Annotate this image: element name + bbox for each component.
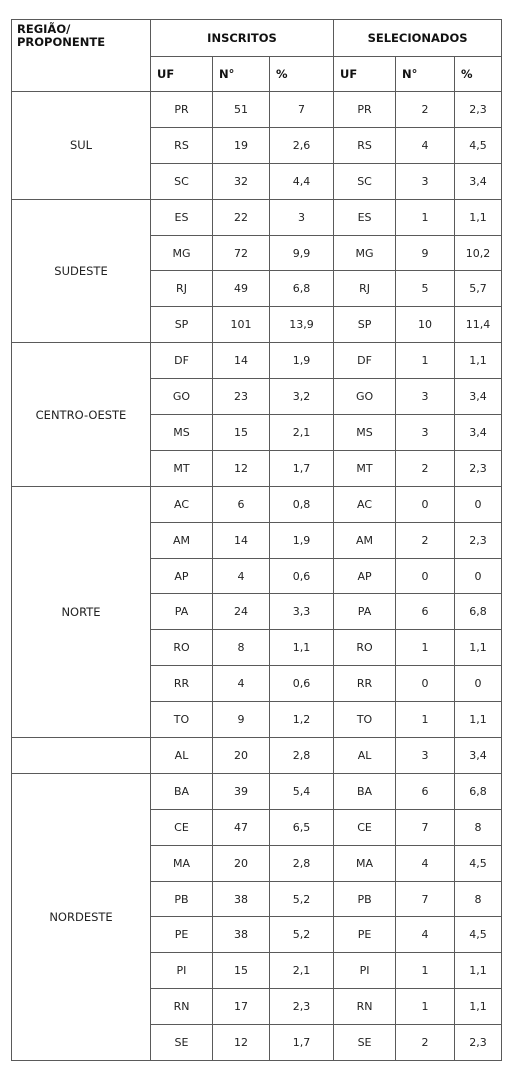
uf-cell: SC	[151, 163, 213, 199]
inscritos-pct-cell: 1,9	[270, 343, 334, 379]
uf-cell: TO	[151, 702, 213, 738]
uf-cell: ES	[151, 199, 213, 235]
table-row	[12, 773, 502, 809]
region-cell: SUDESTE	[12, 199, 151, 343]
selecionados-n-cell: 4	[396, 127, 455, 163]
n-header: N°	[213, 57, 270, 92]
inscritos-pct-cell: 1,7	[270, 1025, 334, 1061]
inscritos-n-cell: 39	[213, 773, 270, 809]
selecionados-pct-cell: 2,3	[455, 522, 502, 558]
selecionados-n-cell: 1	[396, 953, 455, 989]
selecionados-uf-cell: PI	[334, 953, 396, 989]
inscritos-pct-cell: 2,8	[270, 845, 334, 881]
inscritos-pct-cell: 3	[270, 199, 334, 235]
inscritos-n-cell: 101	[213, 307, 270, 343]
uf-cell: PE	[151, 917, 213, 953]
uf-cell: AP	[151, 558, 213, 594]
selecionados-pct-cell: 3,4	[455, 379, 502, 415]
region-header-line1: REGIÃO/	[17, 22, 71, 36]
selecionados-uf-cell: RO	[334, 630, 396, 666]
inscritos-n-cell: 14	[213, 522, 270, 558]
selecionados-n-cell: 6	[396, 594, 455, 630]
selecionados-uf-cell: AL	[334, 738, 396, 774]
inscritos-n-cell: 14	[213, 343, 270, 379]
selecionados-pct-cell: 4,5	[455, 845, 502, 881]
selecionados-pct-cell: 6,8	[455, 594, 502, 630]
selecionados-header: SELECIONADOS	[334, 20, 502, 57]
selecionados-n-cell: 9	[396, 235, 455, 271]
uf-cell: DF	[151, 343, 213, 379]
inscritos-pct-cell: 4,4	[270, 163, 334, 199]
selecionados-pct-cell: 2,3	[455, 450, 502, 486]
selecionados-n-cell: 4	[396, 845, 455, 881]
selecionados-n-cell: 2	[396, 1025, 455, 1061]
selecionados-pct-cell: 1,1	[455, 343, 502, 379]
inscritos-pct-cell: 2,1	[270, 953, 334, 989]
selecionados-n-cell: 1	[396, 630, 455, 666]
uf-cell: GO	[151, 379, 213, 415]
selecionados-pct-cell: 3,4	[455, 738, 502, 774]
selecionados-pct-cell: 0	[455, 486, 502, 522]
selecionados-uf-cell: AM	[334, 522, 396, 558]
selecionados-pct-cell: 0	[455, 666, 502, 702]
table-row	[12, 486, 502, 522]
selecionados-n-cell: 7	[396, 809, 455, 845]
selecionados-n-cell: 5	[396, 271, 455, 307]
selecionados-uf-cell: RN	[334, 989, 396, 1025]
selecionados-pct-cell: 6,8	[455, 773, 502, 809]
inscritos-pct-cell: 1,1	[270, 630, 334, 666]
inscritos-pct-cell: 2,3	[270, 989, 334, 1025]
selecionados-n-cell: 0	[396, 666, 455, 702]
uf-cell: AM	[151, 522, 213, 558]
selecionados-pct-cell: 0	[455, 558, 502, 594]
selecionados-uf-cell: DF	[334, 343, 396, 379]
selecionados-n-cell: 1	[396, 702, 455, 738]
inscritos-pct-cell: 1,7	[270, 450, 334, 486]
uf-cell: RO	[151, 630, 213, 666]
uf-cell: PA	[151, 594, 213, 630]
selecionados-pct-cell: 8	[455, 881, 502, 917]
selecionados-uf-cell: AC	[334, 486, 396, 522]
selecionados-n-cell: 1	[396, 343, 455, 379]
selecionados-n-cell: 0	[396, 486, 455, 522]
selecionados-pct-cell: 4,5	[455, 127, 502, 163]
selecionados-uf-cell: GO	[334, 379, 396, 415]
data-table	[11, 19, 502, 1061]
region-cell: NORTE	[12, 486, 151, 737]
selecionados-pct-cell: 3,4	[455, 415, 502, 451]
selecionados-uf-cell: CE	[334, 809, 396, 845]
inscritos-pct-cell: 0,8	[270, 486, 334, 522]
inscritos-pct-cell: 3,3	[270, 594, 334, 630]
selecionados-pct-cell: 3,4	[455, 163, 502, 199]
inscritos-n-cell: 19	[213, 127, 270, 163]
selecionados-uf-cell: MA	[334, 845, 396, 881]
selecionados-uf-cell: AP	[334, 558, 396, 594]
selecionados-uf-cell: PB	[334, 881, 396, 917]
uf-cell: RS	[151, 127, 213, 163]
inscritos-n-cell: 38	[213, 881, 270, 917]
uf-cell: PR	[151, 92, 213, 128]
inscritos-pct-cell: 6,5	[270, 809, 334, 845]
selecionados-pct-cell: 5,7	[455, 271, 502, 307]
selecionados-uf-cell: MS	[334, 415, 396, 451]
selecionados-pct-cell: 10,2	[455, 235, 502, 271]
uf-cell: RN	[151, 989, 213, 1025]
inscritos-n-cell: 23	[213, 379, 270, 415]
inscritos-n-cell: 38	[213, 917, 270, 953]
inscritos-n-cell: 24	[213, 594, 270, 630]
inscritos-n-cell: 51	[213, 92, 270, 128]
selecionados-uf-cell: SE	[334, 1025, 396, 1061]
inscritos-pct-cell: 2,6	[270, 127, 334, 163]
inscritos-n-cell: 6	[213, 486, 270, 522]
selecionados-uf-cell: ES	[334, 199, 396, 235]
sel-pct-header: %	[455, 57, 502, 92]
selecionados-uf-cell: PR	[334, 92, 396, 128]
selecionados-n-cell: 3	[396, 379, 455, 415]
table-body	[12, 92, 502, 1061]
region-header	[12, 20, 151, 92]
inscritos-n-cell: 4	[213, 666, 270, 702]
selecionados-n-cell: 3	[396, 738, 455, 774]
selecionados-pct-cell: 1,1	[455, 953, 502, 989]
selecionados-pct-cell: 1,1	[455, 989, 502, 1025]
inscritos-pct-cell: 1,2	[270, 702, 334, 738]
selecionados-pct-cell: 1,1	[455, 630, 502, 666]
uf-cell: MT	[151, 450, 213, 486]
sel-n-header: N°	[396, 57, 455, 92]
uf-header: UF	[151, 57, 213, 92]
selecionados-pct-cell: 11,4	[455, 307, 502, 343]
selecionados-n-cell: 4	[396, 917, 455, 953]
inscritos-n-cell: 32	[213, 163, 270, 199]
inscritos-n-cell: 9	[213, 702, 270, 738]
selecionados-n-cell: 2	[396, 92, 455, 128]
selecionados-uf-cell: SC	[334, 163, 396, 199]
region-cell	[12, 738, 151, 774]
selecionados-uf-cell: TO	[334, 702, 396, 738]
inscritos-n-cell: 49	[213, 271, 270, 307]
selecionados-uf-cell: BA	[334, 773, 396, 809]
inscritos-pct-cell: 5,2	[270, 917, 334, 953]
inscritos-pct-cell: 1,9	[270, 522, 334, 558]
selecionados-n-cell: 3	[396, 415, 455, 451]
inscritos-pct-cell: 13,9	[270, 307, 334, 343]
uf-cell: PI	[151, 953, 213, 989]
table-row	[12, 738, 502, 774]
uf-cell: SE	[151, 1025, 213, 1061]
selecionados-uf-cell: RJ	[334, 271, 396, 307]
uf-cell: RR	[151, 666, 213, 702]
uf-cell: RJ	[151, 271, 213, 307]
uf-cell: MA	[151, 845, 213, 881]
inscritos-n-cell: 12	[213, 450, 270, 486]
inscritos-pct-cell: 2,1	[270, 415, 334, 451]
inscritos-n-cell: 15	[213, 953, 270, 989]
inscritos-n-cell: 22	[213, 199, 270, 235]
inscritos-pct-cell: 6,8	[270, 271, 334, 307]
selecionados-uf-cell: RS	[334, 127, 396, 163]
selecionados-pct-cell: 8	[455, 809, 502, 845]
inscritos-pct-cell: 9,9	[270, 235, 334, 271]
uf-cell: MG	[151, 235, 213, 271]
selecionados-uf-cell: MG	[334, 235, 396, 271]
selecionados-uf-cell: MT	[334, 450, 396, 486]
inscritos-header: INSCRITOS	[151, 20, 334, 57]
selecionados-n-cell: 2	[396, 522, 455, 558]
inscritos-pct-cell: 3,2	[270, 379, 334, 415]
inscritos-pct-cell: 0,6	[270, 558, 334, 594]
inscritos-pct-cell: 5,4	[270, 773, 334, 809]
selecionados-n-cell: 0	[396, 558, 455, 594]
region-header-line2: PROPONENTE	[17, 35, 106, 49]
inscritos-n-cell: 47	[213, 809, 270, 845]
selecionados-pct-cell: 1,1	[455, 199, 502, 235]
uf-cell: CE	[151, 809, 213, 845]
selecionados-n-cell: 6	[396, 773, 455, 809]
selecionados-uf-cell: RR	[334, 666, 396, 702]
selecionados-n-cell: 1	[396, 989, 455, 1025]
inscritos-n-cell: 15	[213, 415, 270, 451]
inscritos-n-cell: 72	[213, 235, 270, 271]
pct-header: %	[270, 57, 334, 92]
region-cell: NORDESTE	[12, 773, 151, 1060]
selecionados-uf-cell: PE	[334, 917, 396, 953]
selecionados-pct-cell: 4,5	[455, 917, 502, 953]
table-row	[12, 343, 502, 379]
uf-cell: PB	[151, 881, 213, 917]
selecionados-pct-cell: 2,3	[455, 92, 502, 128]
inscritos-n-cell: 4	[213, 558, 270, 594]
inscritos-pct-cell: 0,6	[270, 666, 334, 702]
inscritos-n-cell: 8	[213, 630, 270, 666]
uf-cell: SP	[151, 307, 213, 343]
selecionados-n-cell: 10	[396, 307, 455, 343]
selecionados-n-cell: 2	[396, 450, 455, 486]
inscritos-pct-cell: 7	[270, 92, 334, 128]
inscritos-pct-cell: 2,8	[270, 738, 334, 774]
uf-cell: MS	[151, 415, 213, 451]
selecionados-n-cell: 7	[396, 881, 455, 917]
table-row	[12, 199, 502, 235]
uf-cell: BA	[151, 773, 213, 809]
inscritos-pct-cell: 5,2	[270, 881, 334, 917]
inscritos-n-cell: 20	[213, 738, 270, 774]
selecionados-uf-cell: SP	[334, 307, 396, 343]
region-cell: SUL	[12, 92, 151, 200]
selecionados-n-cell: 1	[396, 199, 455, 235]
inscritos-n-cell: 20	[213, 845, 270, 881]
uf-cell: AC	[151, 486, 213, 522]
inscritos-n-cell: 17	[213, 989, 270, 1025]
selecionados-pct-cell: 1,1	[455, 702, 502, 738]
selecionados-uf-cell: PA	[334, 594, 396, 630]
sel-uf-header: UF	[334, 57, 396, 92]
table-row	[12, 92, 502, 128]
inscritos-n-cell: 12	[213, 1025, 270, 1061]
region-cell: CENTRO-OESTE	[12, 343, 151, 487]
selecionados-n-cell: 3	[396, 163, 455, 199]
selecionados-pct-cell: 2,3	[455, 1025, 502, 1061]
uf-cell: AL	[151, 738, 213, 774]
